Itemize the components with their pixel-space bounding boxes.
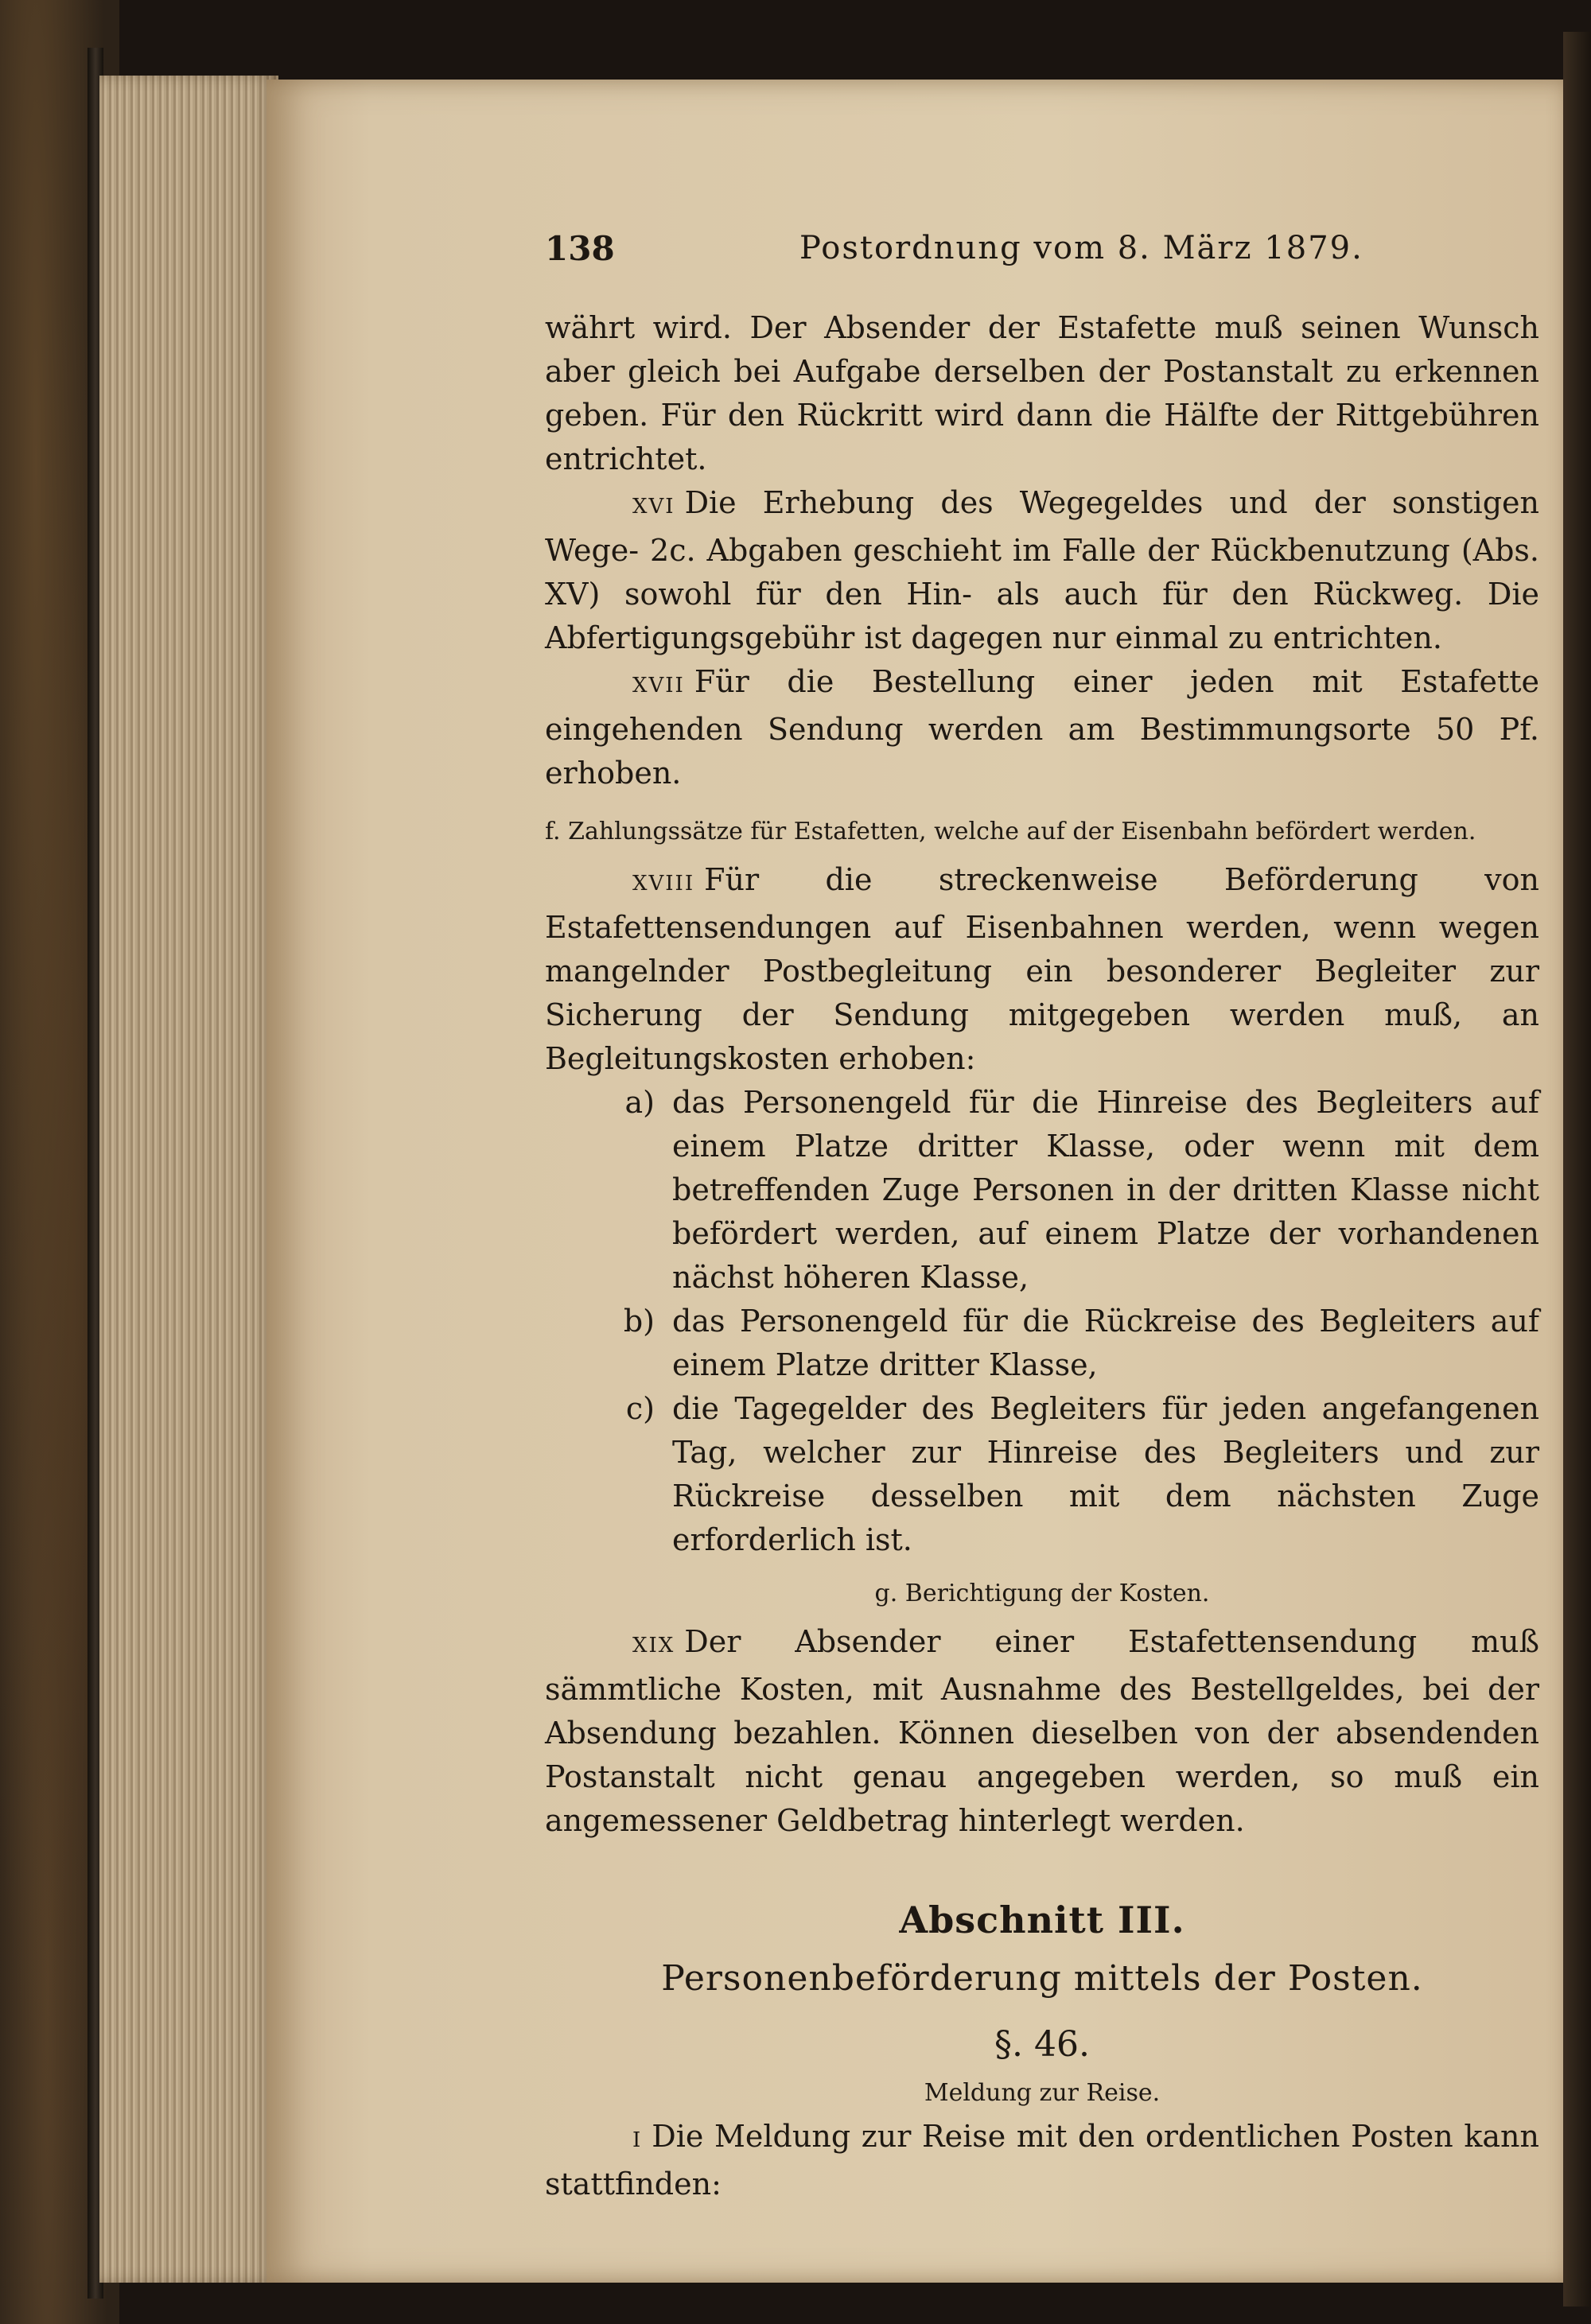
list-text: die Tagegelder des Begleiters für jeden angefangenen Tag, welcher zur Hinreise des Begleiters und zur Rückreise desselben mit dem nächsten Zuge erforderlich ist.: [672, 1391, 1539, 1557]
paragraph-text: Die Erhebung des Wegegeldes und der sonstigen Wege- 2c. Abgaben geschieht im Falle der Rückbenutzung (Abs. XV) sowohl für den Hin- als auch für den Rückweg. Die Abfertigungsgebühr ist dagegen nur einmal zu entrichten.: [545, 485, 1539, 655]
list-item: [545, 1081, 1539, 1300]
page-edges: [99, 76, 278, 2283]
page-header: [545, 227, 1539, 274]
body-text: [545, 306, 1539, 2206]
numbered-paragraph: [545, 660, 1539, 795]
paragraph-number: I: [632, 2128, 643, 2152]
numbered-paragraph: [545, 1620, 1539, 1843]
paragraph-caption: Meldung zur Reise.: [924, 2079, 1161, 2107]
numbered-paragraph: [545, 2115, 1539, 2206]
list-item: [545, 1300, 1539, 1387]
list-marker: a): [624, 1085, 655, 1120]
numbered-paragraph: [545, 481, 1539, 660]
page-number: 138: [545, 229, 615, 268]
paragraph-text: Der Absender einer Estafettensendung muß sämmtliche Kosten, mit Ausnahme des Bestellgeldes, bei der Absendung bezahlen. Können dieselben von der absendenden Postanstalt nicht genau angegeben werden, so muß ein angemessener Geldbetrag hinterlegt werden.: [545, 1624, 1539, 1838]
list-marker: b): [623, 1304, 655, 1339]
paragraph-text: Für die streckenweise Beförderung von Estafettensendungen auf Eisenbahnen werden, wenn wegen mangelnder Postbegleitung ein besonderer Begleiter zur Sicherung der Sendung mitgegeben werden muß, an Begleitungskosten erhoben:: [545, 862, 1539, 1076]
item-list: [545, 1081, 1539, 1562]
list-text: das Personengeld für die Hinreise des Begleiters auf einem Platze dritter Klasse, oder wenn mit dem betreffenden Zuge Personen in der dritten Klasse nicht befördert werden, auf einem Platze der vorhandenen nächst höheren Klasse,: [672, 1085, 1539, 1295]
section-title: Abschnitt III.: [899, 1898, 1185, 1941]
subheading: f. Zahlungssätze für Estafetten, welche auf der Eisenbahn befördert werden.: [545, 818, 1476, 845]
paragraph-number: XVII: [632, 674, 685, 698]
paragraph-heading: §. 46.: [994, 2024, 1090, 2065]
list-text: das Personengeld für die Rückreise des Begleiters auf einem Platze dritter Klasse,: [672, 1304, 1539, 1382]
section-subtitle: Personenbeförderung mittels der Posten.: [661, 1958, 1423, 1999]
subheading: g. Berichtigung der Kosten.: [874, 1580, 1210, 1607]
paragraph-number: XIX: [632, 1634, 675, 1658]
paragraph: währt wird. Der Absender der Estafette muß seinen Wunsch aber gleich bei Aufgabe derselben der Postanstalt zu erkennen geben. Für den Rückritt wird dann die Hälfte der Rittgebühren entrichtet.: [545, 310, 1539, 476]
list-marker: c): [625, 1391, 655, 1426]
paragraph-text: Für die Bestellung einer jeden mit Estafette eingehenden Sendung werden am Bestimmungsorte 50 Pf. erhoben.: [545, 664, 1539, 791]
paragraph-number: XVI: [632, 495, 675, 519]
list-item: [545, 1387, 1539, 1562]
binding-edge: [1563, 32, 1591, 2307]
numbered-paragraph: [545, 858, 1539, 1081]
running-title: Postordnung vom 8. März 1879.: [799, 230, 1363, 266]
paragraph-text: Die Meldung zur Reise mit den ordentlichen Posten kann stattfinden:: [545, 2119, 1539, 2202]
paragraph-number: XVIII: [632, 872, 695, 896]
